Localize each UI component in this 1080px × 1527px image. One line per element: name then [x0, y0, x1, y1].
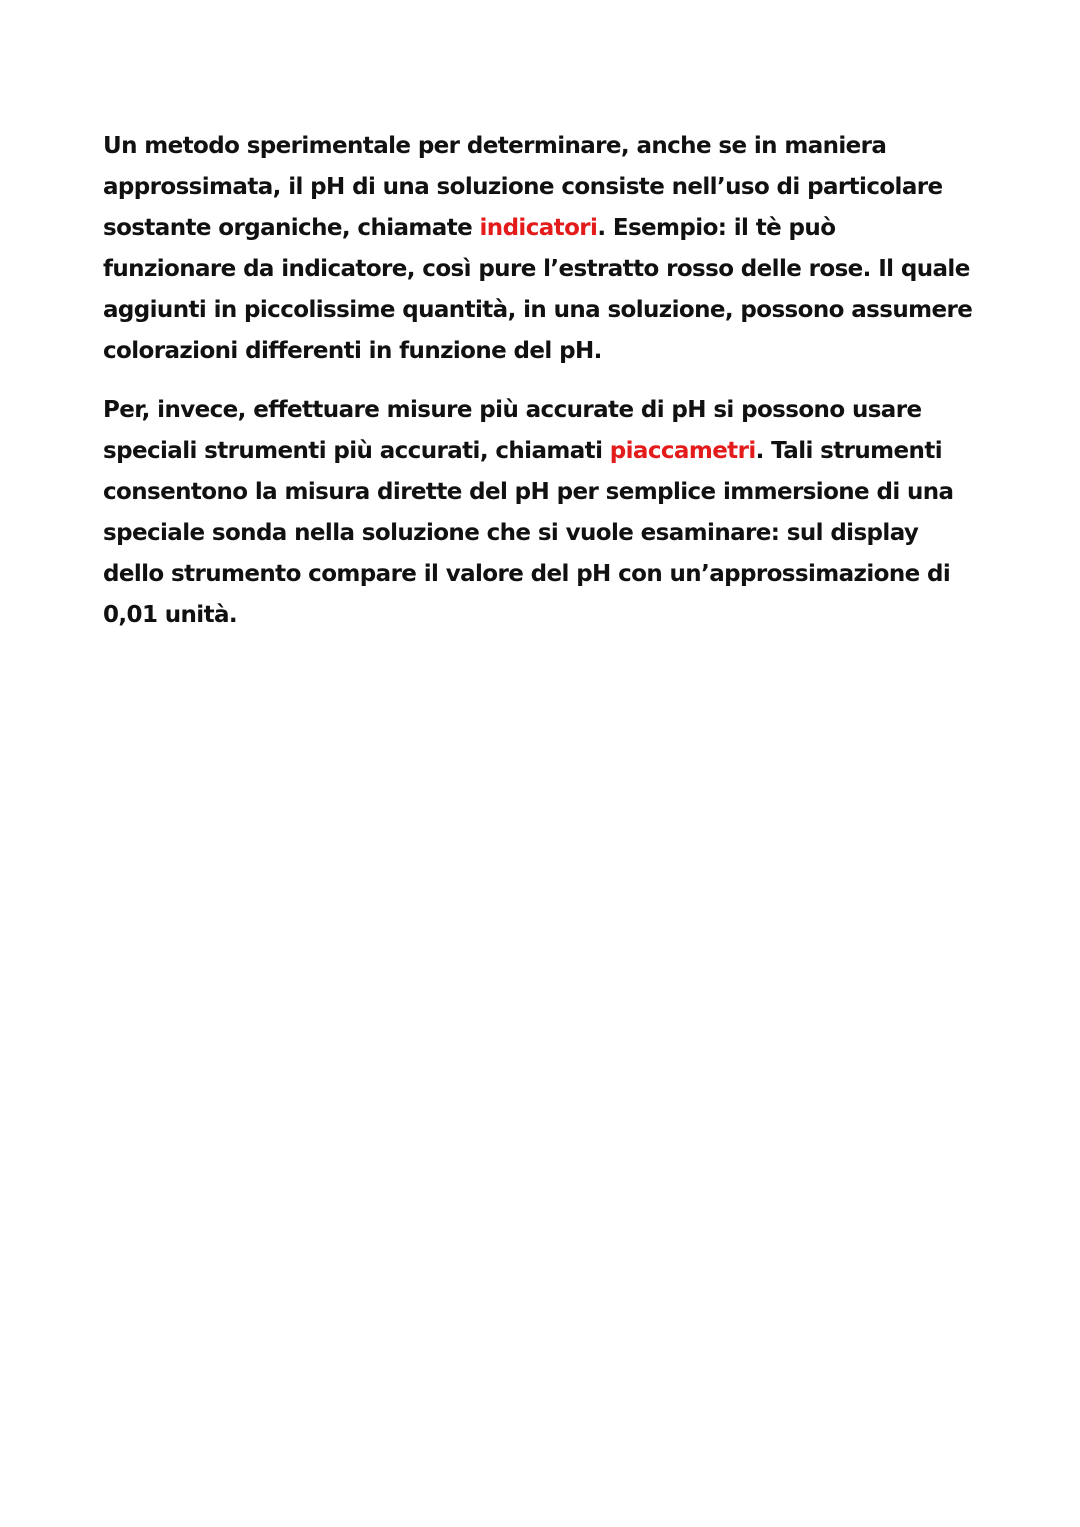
paragraph-text: . Esempio: il tè può funzionare da indicatore, così pure l’estratto rosso delle rose. Il quale aggiunti in piccolissime quantità, in una soluzione, possono assumere colorazioni differenti in funzione del pH.: [103, 215, 973, 364]
document-body: [103, 126, 973, 654]
highlighted-term-piaccametri: piaccametri: [609, 438, 756, 464]
paragraph-indicators: [103, 126, 973, 372]
paragraph-ph-meters: [103, 390, 973, 636]
paragraph-text: . Tali strumenti consentono la misura dirette del pH per semplice immersione di una speciale sonda nella soluzione che si vuole esaminare: sul display dello strumento compare il valore del pH con un’approssimazione di 0,01 unità.: [103, 438, 954, 628]
paragraph-text: Un metodo sperimentale per determinare, anche se in maniera approssimata, il pH di una soluzione consiste nell’uso di particolare sostante organiche, chiamate: [103, 133, 943, 241]
highlighted-term-indicatori: indicatori: [479, 215, 598, 241]
paragraph-text: Per, invece, effettuare misure più accurate di pH si possono usare speciali strumenti più accurati, chiamati: [103, 397, 922, 464]
